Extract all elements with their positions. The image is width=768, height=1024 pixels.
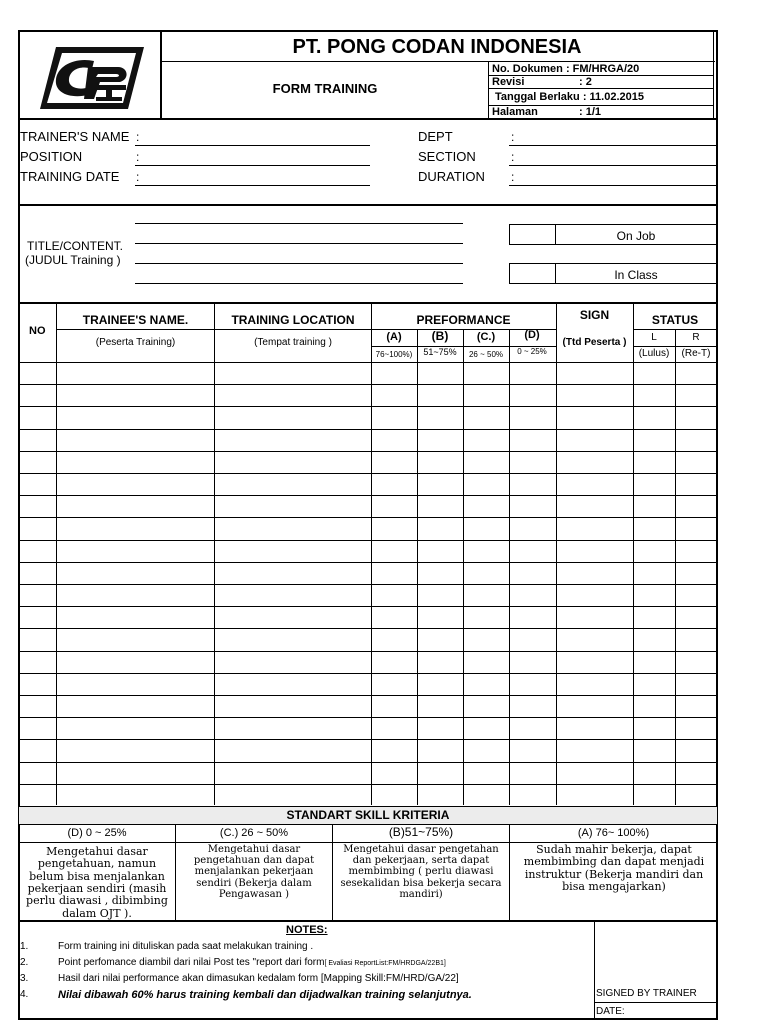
colon: :	[511, 150, 515, 164]
table-row[interactable]	[18, 562, 718, 563]
status-r-subheader: (Re-T)	[681, 348, 711, 359]
col-sign-header: SIGN	[579, 308, 610, 322]
title-line[interactable]	[135, 243, 463, 244]
perf-c-header: (C.)	[476, 331, 496, 343]
in-class-label: In Class	[614, 268, 658, 282]
perf-c-range: 26 ~ 50%	[468, 350, 504, 359]
title-content-sublabel: (JUDUL Training )	[25, 253, 121, 267]
table-row[interactable]	[18, 495, 718, 496]
effective-date: Tanggal Berlaku : 11.02.2015	[495, 91, 644, 103]
revision-value: : 2	[579, 76, 592, 88]
note-4: Nilai dibawah 60% harus training kembali dan dijadwalkan training selanjutnya.	[58, 989, 472, 1001]
revision-label: Revisi	[492, 76, 525, 88]
in-class-checkbox[interactable]	[509, 263, 556, 284]
table-row[interactable]	[18, 429, 718, 430]
dept-label: DEPT	[418, 129, 453, 144]
company-logo	[36, 45, 146, 111]
col-location-subheader: (Tempat training )	[254, 337, 332, 348]
table-row[interactable]	[18, 606, 718, 607]
note-2-reference: [ Evaliasi ReportList:FM/HRDGA/22B1]	[324, 960, 446, 967]
trainer-name-field[interactable]	[135, 145, 370, 146]
note-3: Hasil dari nilai performance akan dimasukan kedalam form [Mapping Skill:FM/HRD/GA/22]	[58, 973, 459, 984]
col-trainee-name-subheader: (Peserta Training)	[95, 337, 176, 348]
table-row[interactable]	[18, 695, 718, 696]
duration-field[interactable]	[509, 185, 717, 186]
perf-d-header: (D)	[524, 329, 540, 341]
note-number: 4.	[20, 989, 29, 1000]
position-label: POSITION	[20, 149, 83, 164]
note-1: Form training ini dituliskan pada saat melakukan training .	[58, 941, 314, 952]
criteria-a-heading: (A) 76~ 100%)	[577, 827, 650, 839]
colon: :	[136, 130, 140, 144]
criteria-a-description: Sudah mahir bekerja, dapat membimbing dan dapat menjadi instruktur (Bekerja mandiri dan bisa mengajarkan)	[523, 843, 705, 893]
colon: :	[136, 150, 140, 164]
trainer-name-label: TRAINER'S NAME	[20, 129, 130, 144]
perf-b-range: 51~75%	[423, 347, 457, 357]
table-row[interactable]	[18, 540, 718, 541]
dept-field[interactable]	[509, 145, 717, 146]
training-date-label: TRAINING DATE	[20, 169, 120, 184]
duration-label: DURATION	[418, 169, 485, 184]
status-r-header: R	[692, 332, 700, 343]
criteria-b-heading: (B)51~75%)	[388, 825, 454, 839]
table-row[interactable]	[18, 473, 718, 474]
criteria-d-heading: (D) 0 ~ 25%	[67, 827, 127, 839]
table-row[interactable]	[18, 406, 718, 407]
signed-by-trainer-label: SIGNED BY TRAINER	[596, 988, 697, 999]
criteria-c-description: Mengetahui dasar pengetahuan dan dapat menjalankan pekerjaan sendiri (Bekerja dalam Pengawasan )	[193, 844, 315, 900]
note-2-text: Point perfomance diambil dari nilai Post tes "report dari form	[58, 957, 325, 968]
perf-b-header: (B)	[431, 329, 449, 343]
title-line[interactable]	[135, 263, 463, 264]
form-title: FORM TRAINING	[272, 81, 378, 96]
table-row[interactable]	[18, 739, 718, 740]
section-label: SECTION	[418, 149, 476, 164]
colon: :	[136, 170, 140, 184]
position-field[interactable]	[135, 165, 370, 166]
section-field[interactable]	[509, 165, 717, 166]
perf-d-range: 0 ~ 25%	[517, 347, 547, 356]
page-label: Halaman	[492, 106, 538, 118]
col-sign-subheader: (Ttd Peserta )	[562, 337, 627, 348]
criteria-c-heading: (C.) 26 ~ 50%	[219, 827, 289, 839]
colon: :	[511, 130, 515, 144]
training-date-field[interactable]	[135, 185, 370, 186]
status-l-subheader: (Lulus)	[638, 348, 670, 359]
note-number: 1.	[20, 941, 29, 952]
table-row[interactable]	[18, 651, 718, 652]
table-row[interactable]	[18, 384, 718, 385]
status-l-header: L	[651, 332, 657, 343]
col-no-header: NO	[29, 325, 46, 337]
table-row[interactable]	[18, 628, 718, 629]
perf-a-range: 76~100%)	[375, 350, 413, 359]
col-status-header: STATUS	[651, 313, 699, 327]
on-job-label: On Job	[616, 229, 656, 243]
table-row[interactable]	[18, 584, 718, 585]
note-number: 2.	[20, 957, 29, 968]
note-number: 3.	[20, 973, 29, 984]
title-content-label: TITLE/CONTENT.	[27, 239, 124, 253]
table-row[interactable]	[18, 517, 718, 518]
table-row[interactable]	[18, 673, 718, 674]
table-row[interactable]	[18, 784, 718, 785]
criteria-title: STANDART SKILL KRITERIA	[286, 808, 450, 822]
title-line[interactable]	[135, 223, 463, 224]
doc-number: No. Dokumen : FM/HRGA/20	[492, 63, 640, 75]
criteria-d-description: Mengetahui dasar pengetahuan, namun belum bisa menjalankan pekerjaan sendiri (masih perlu diawasi , dibimbing dalam OJT ).	[26, 845, 168, 920]
on-job-checkbox[interactable]	[509, 224, 556, 245]
title-line[interactable]	[135, 283, 463, 284]
company-name: PT. PONG CODAN INDONESIA	[292, 36, 582, 58]
table-row[interactable]	[18, 762, 718, 763]
col-location-header: TRAINING LOCATION	[231, 313, 355, 327]
colon: :	[511, 170, 515, 184]
note-2	[58, 958, 446, 968]
table-row[interactable]	[18, 717, 718, 718]
col-trainee-name-header: TRAINEE'S NAME.	[82, 313, 189, 327]
page-value: : 1/1	[579, 106, 602, 118]
table-row[interactable]	[18, 451, 718, 452]
perf-a-header: (A)	[386, 331, 402, 343]
notes-title: NOTES:	[286, 924, 328, 936]
criteria-b-description: Mengetahui dasar pengetahan dan pekerjaan, serta dapat membimbing ( perlu diawasi sesekalidan bisa bekerja secara mandiri)	[340, 844, 502, 900]
signature-date-label: DATE:	[596, 1006, 625, 1017]
col-performance-header: PREFORMANCE	[416, 313, 511, 327]
